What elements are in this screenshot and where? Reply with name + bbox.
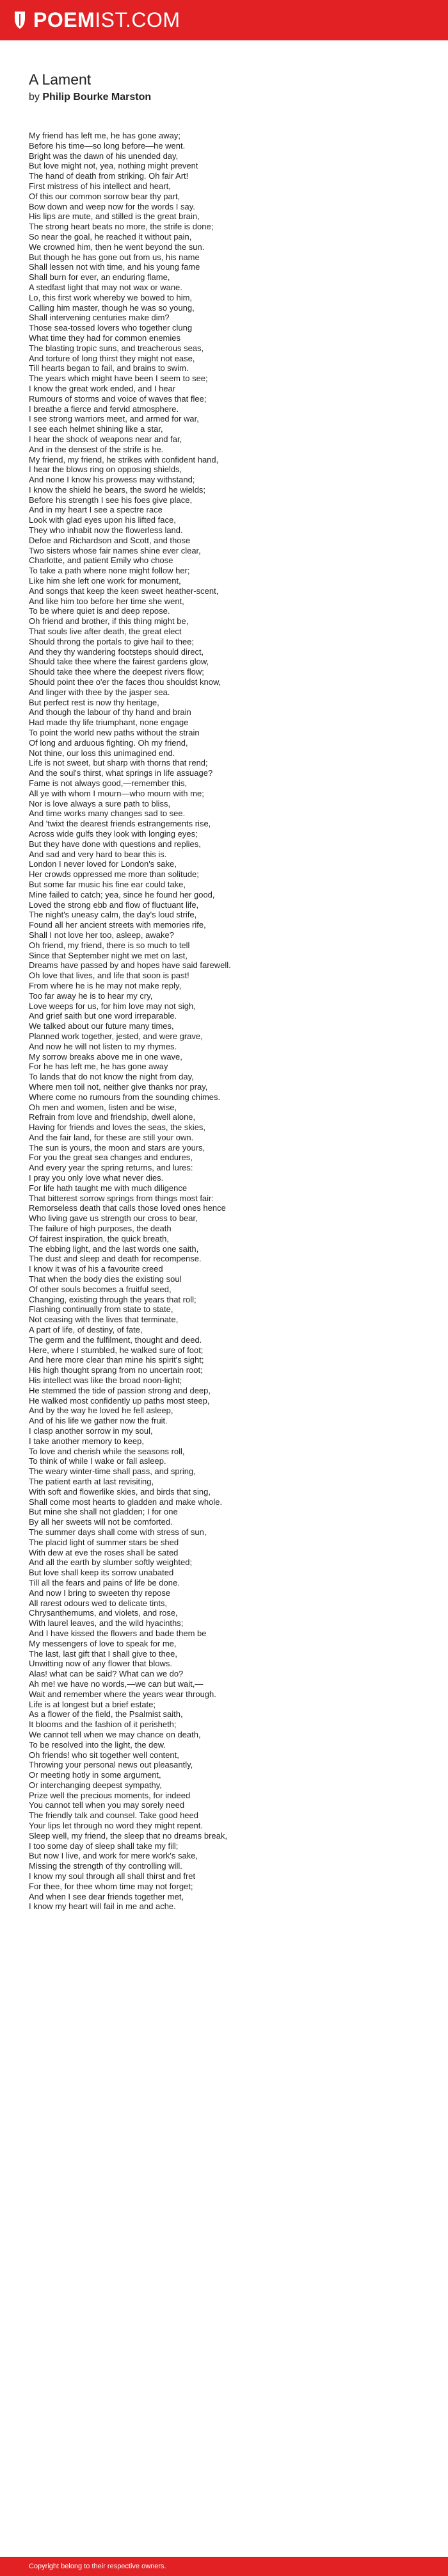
poem-line: And every year the spring returns, and lures: — [29, 1163, 193, 1173]
poem-line: Look with glad eyes upon his lifted face, — [29, 515, 176, 525]
poem-line: The dust and sleep and death for recompense. — [29, 1254, 202, 1264]
poem-line: Calling him master, though he was so young, — [29, 302, 195, 313]
poem-line: Had made thy life triumphant, none engage — [29, 718, 189, 728]
poem-line: I take another memory to keep, — [29, 1436, 144, 1446]
poem-line: Bright was the dawn of his unended day, — [29, 151, 179, 161]
poem-line: And the fair land, for these are still your own. — [29, 1132, 194, 1142]
poem-line: Who living gave us strength our cross to bear, — [29, 1213, 198, 1224]
poem-line: And torture of long thirst they might not ease, — [29, 353, 195, 363]
poem-line: Two sisters whose fair names shine ever clear, — [29, 545, 201, 555]
poem-line: Shall lessen not with time, and his young fame — [29, 262, 200, 272]
poem-line: Sleep well, my friend, the sleep that no dreams break, — [29, 1830, 227, 1841]
poem-line: But love shall keep its sorrow unabated — [29, 1568, 174, 1578]
poem-line: And in the densest of the strife is he. — [29, 444, 164, 454]
author-link[interactable]: Philip Bourke Marston — [42, 92, 152, 103]
poem-line: The ebbing light, and the last words one saith, — [29, 1243, 199, 1254]
poem-line: The friendly talk and counsel. Take good heed — [29, 1810, 198, 1821]
poem-line: Rumours of storms and voice of waves that flee; — [29, 393, 207, 404]
poem-line: London I never loved for London's sake, — [29, 859, 177, 869]
poem-line: And sad and very hard to bear this is. — [29, 849, 167, 859]
poem-line: I pray you only love what never dies. — [29, 1173, 164, 1183]
poem-line: And songs that keep the keen sweet heather-scent, — [29, 586, 219, 596]
poem-line: And by the way he loved he fell asleep, — [29, 1406, 173, 1416]
poem-byline — [29, 91, 426, 104]
poem-line: For he has left me, he has gone away — [29, 1062, 168, 1072]
poem-line: Of this our common sorrow bear thy part, — [29, 191, 180, 201]
poem-line: To be where quiet is and deep repose. — [29, 606, 170, 616]
poem-line: The sun is yours, the moon and stars are yours, — [29, 1142, 205, 1153]
poem-line: And grief saith but one word irreparable. — [29, 1011, 177, 1021]
poem-line: My friend has left me, he has gone away; — [29, 131, 181, 140]
poem-line: His lips are mute, and stilled is the great brain, — [29, 211, 200, 222]
poem-line: I know it was of his a favourite creed — [29, 1264, 163, 1274]
poem-line: Oh friends! who sit together well content, — [29, 1750, 179, 1760]
poem-line: Should point thee o'er the faces thou shouldst know, — [29, 677, 221, 687]
poem-line: The placid light of summer stars be shed — [29, 1537, 179, 1547]
poem-line: The strong heart beats no more, the strife is done; — [29, 222, 214, 232]
poem-line: Missing the strength of thy controlling will. — [29, 1861, 182, 1871]
poem-line: Not ceasing with the lives that terminate, — [29, 1315, 179, 1325]
poem-line: I see strong warriors meet, and armed for war, — [29, 414, 199, 424]
poem-line: The germ and the fulfilment, thought and deed. — [29, 1334, 202, 1345]
poem-article — [29, 70, 426, 1912]
poem-line: Ah me! we have no words,—we can but wait,— — [29, 1678, 204, 1689]
poem-line: Shall burn for ever, an enduring flame, — [29, 272, 170, 283]
poem-line: To point the world new paths without the strain — [29, 728, 200, 738]
poem-line: The blasting tropic suns, and treacherous seas, — [29, 343, 204, 353]
poem-line: And time works many changes sad to see. — [29, 808, 186, 819]
poem-line: Defoe and Richardson and Scott, and those — [29, 535, 191, 545]
poem-line: To lands that do not know the night from day, — [29, 1072, 194, 1082]
poem-line: Found all her ancient streets with memories rife, — [29, 920, 206, 930]
poem-line: But some far music his fine ear could take, — [29, 879, 186, 889]
poem-line: I hear the blows ring on opposing shields, — [29, 464, 182, 475]
poem-line: He stemmed the tide of passion strong and deep, — [29, 1385, 211, 1395]
poem-line: Like him she left one work for monument, — [29, 576, 181, 586]
poem-line: I know the great work ended, and I hear — [29, 383, 176, 393]
poem-line: I breathe a fierce and fervid atmosphere. — [29, 404, 179, 414]
poem-line: Since that September night we met on last, — [29, 950, 188, 960]
poem-line: To love and cherish while the seasons roll, — [29, 1446, 185, 1456]
poem-line: The night's uneasy calm, the day's loud strife, — [29, 910, 197, 920]
poem-line: I hear the shock of weapons near and far, — [29, 434, 182, 444]
poem-line: That when the body dies the existing soul — [29, 1274, 182, 1284]
poem-line: And of his life we gather now the fruit. — [29, 1416, 168, 1426]
poem-line: Of fairest inspiration, the quick breath, — [29, 1233, 169, 1243]
poem-line: We crowned him, then he went beyond the sun. — [29, 242, 205, 252]
poem-line: The patient earth at last revisiting, — [29, 1476, 154, 1486]
poem-line: For you the great sea changes and endures, — [29, 1153, 193, 1163]
poem-line: Dreams have passed by and hopes have said farewell. — [29, 960, 231, 971]
poem-line: I clasp another sorrow in my soul, — [29, 1426, 153, 1436]
poem-line: A stedfast light that may not wax or wane. — [29, 282, 182, 292]
poem-line: Refrain from love and friendship, dwell alone, — [29, 1112, 196, 1122]
poem-line: With soft and flowerlike skies, and birds that sing, — [29, 1486, 211, 1497]
poem-line: And none I know his prowess may withstand; — [29, 475, 195, 485]
poem-line: But love might not, yea, nothing might prevent — [29, 161, 198, 171]
poem-line: Loved the strong ebb and flow of fluctuant life, — [29, 899, 199, 910]
poem-line: Flashing continually from state to state, — [29, 1304, 173, 1315]
poem-line: Should throng the portals to give hail to thee; — [29, 636, 195, 646]
poem-line: And when I see dear friends together met, — [29, 1891, 184, 1901]
poem-line: Across wide gulfs they look with longing eyes; — [29, 828, 198, 839]
poem-line: Love weeps for us, for him love may not sigh, — [29, 1001, 196, 1011]
poem-line: To be resolved into the light, the dew. — [29, 1739, 166, 1750]
poem-line: He walked most confidently up paths most steep, — [29, 1395, 210, 1406]
poem-line: Till hearts began to fail, and brains to swim. — [29, 363, 189, 373]
poem-line: With laurel leaves, and the wild hyacinths; — [29, 1618, 184, 1628]
poem-line: The failure of high purposes, the death — [29, 1224, 172, 1234]
poem-line: But they have done with questions and replies, — [29, 839, 201, 849]
poem-line: What time they had for common enemies — [29, 332, 180, 343]
poem-line: Wait and remember where the years wear through. — [29, 1689, 216, 1699]
poem-line: And though the labour of thy hand and brain — [29, 707, 191, 718]
poem-line: Of long and arduous fighting. Oh my friend, — [29, 737, 188, 748]
poem-line: His intellect was like the broad noon-light; — [29, 1375, 182, 1386]
poem-line: Here, where I stumbled, he walked sure of foot; — [29, 1345, 204, 1355]
poem-line: Lo, this first work whereby we bowed to him, — [29, 292, 193, 302]
poem-line: Nor is love always a sure path to bliss, — [29, 798, 171, 808]
poem-line: I know the shield he bears, the sword he wields; — [29, 484, 206, 495]
poem-line: Prize well the precious moments, for indeed — [29, 1790, 191, 1800]
poem-line: We cannot tell when we may chance on death, — [29, 1729, 201, 1739]
poem-line: Where come no rumours from the sounding chimes. — [29, 1092, 221, 1102]
site-logo-link[interactable] — [13, 8, 180, 32]
poem-line: Not thine, our loss this unimagined end. — [29, 748, 175, 758]
poem-line: First mistress of his intellect and heart, — [29, 181, 171, 191]
poem-line: And in my heart I see a spectre race — [29, 505, 163, 515]
poem-line: Unwitting now of any flower that blows. — [29, 1659, 172, 1669]
poem-line: But though he has gone out from us, his name — [29, 252, 200, 262]
poem-line: I see each helmet shining like a star, — [29, 424, 163, 434]
poem-line: Shall I not love her too, asleep, awake? — [29, 930, 174, 940]
byline-prefix: by — [29, 92, 43, 103]
poem-line: Before his time—so long before—he went. — [29, 140, 186, 151]
quill-pen-icon — [13, 12, 27, 29]
poem-line: I know my heart will fail in me and ache. — [29, 1901, 176, 1912]
poem-line: Planned work together, jested, and were grave, — [29, 1031, 203, 1041]
poem-line: Mine failed to catch; yea, since he found her good, — [29, 889, 215, 899]
poem-line: Oh men and women, listen and be wise, — [29, 1102, 177, 1112]
copyright-text: Copyright belong to their respective owners. — [29, 2563, 166, 2570]
poem-line: As a flower of the field, the Psalmist saith, — [29, 1709, 183, 1719]
poem-line: Remorseless death that calls those loved ones hence — [29, 1203, 226, 1213]
poem-line: The years which might have been I seem to see; — [29, 373, 208, 384]
poem-line: From where he is he may not make reply, — [29, 980, 182, 990]
poem-line: Till all the fears and pains of life be done. — [29, 1577, 180, 1587]
poem-line: Or interchanging deepest sympathy, — [29, 1780, 162, 1790]
poem-line: That souls live after death, the great elect — [29, 627, 182, 637]
poem-line: A part of life, of destiny, of fate, — [29, 1325, 143, 1335]
poem-line: With dew at eve the roses shall be sated — [29, 1547, 179, 1557]
poem-line: And like him too before her time she went, — [29, 596, 184, 606]
poem-line: So near the goal, he reached it without pain, — [29, 231, 192, 242]
poem-line: All rarest odours wed to delicate tints, — [29, 1598, 168, 1608]
poem-line: My sorrow breaks above me in one wave, — [29, 1051, 182, 1062]
poem-line: For thee, for thee whom time may not forget; — [29, 1881, 193, 1891]
poem-line: And all the earth by slumber softly weighted; — [29, 1557, 193, 1568]
poem-line: But mine she shall not gladden; I for one — [29, 1507, 178, 1517]
site-logo-text: POEMIST.COM — [33, 8, 180, 31]
poem-line: My messengers of love to speak for me, — [29, 1638, 177, 1648]
poem-line: For life hath taught me with much diligence — [29, 1183, 188, 1193]
poem-line: Throwing your personal news out pleasantly, — [29, 1760, 193, 1770]
poem-line: Changing, existing through the years that roll; — [29, 1294, 196, 1304]
poem-line: It blooms and the fashion of it perisheth; — [29, 1719, 177, 1730]
poem-line: My friend, my friend, he strikes with confident hand, — [29, 454, 219, 464]
poem-line: Her crowds oppressed me more than solitude; — [29, 869, 199, 880]
poem-line: And they thy wandering footsteps should direct, — [29, 646, 204, 657]
poem-line: I know my soul through all shall thirst and fret — [29, 1871, 196, 1882]
poem-line: And now he will not listen to my rhymes. — [29, 1041, 177, 1051]
poem-line: Chrysanthemums, and violets, and rose, — [29, 1608, 178, 1618]
poem-line: All ye with whom I mourn—who mourn with me; — [29, 788, 204, 798]
poem-line: Before his strength I see his foes give place, — [29, 495, 193, 505]
poem-line: Charlotte, and patient Emily who chose — [29, 555, 173, 566]
poem-line: Shall come most hearts to gladden and make whole. — [29, 1497, 223, 1507]
poem-line: And I have kissed the flowers and bade them be — [29, 1628, 207, 1638]
poem-line: To take a path where none might follow her; — [29, 566, 190, 576]
poem-line: They who inhabit now the flowerless land. — [29, 525, 183, 536]
poem-line: The hand of death from striking. Oh fair Art! — [29, 171, 189, 181]
poem-line: By all her sweets will not be comforted. — [29, 1517, 173, 1527]
poem-line: The summer days shall come with stress of sun, — [29, 1527, 207, 1537]
poem-line: The weary winter-time shall pass, and spring, — [29, 1466, 196, 1477]
poem-line: Too far away he is to hear my cry, — [29, 990, 153, 1001]
poem-line: Those sea-tossed lovers who together clung — [29, 323, 193, 333]
poem-line: Having for friends and loves the seas, the skies, — [29, 1122, 206, 1133]
poem-line: Bow down and weep now for the words I say. — [29, 201, 195, 211]
poem-line: Your lips let through no word they might repent. — [29, 1821, 203, 1831]
poem-line: His high thought sprang from no uncertain root; — [29, 1365, 203, 1375]
poem-line: Should take thee where the deepest rivers flow; — [29, 667, 204, 677]
poem-line: And linger with thee by the jasper sea. — [29, 687, 170, 697]
poem-line: Oh friend and brother, if this thing might be, — [29, 616, 189, 627]
poem-line: That bitterest sorrow springs from things most fair: — [29, 1193, 214, 1203]
poem-line: Oh friend, my friend, there is so much to tell — [29, 940, 190, 950]
site-header — [0, 0, 448, 40]
poem-line: And 'twixt the dearest friends estrangements rise, — [29, 819, 211, 829]
poem-line: Oh love that lives, and life that soon is past! — [29, 971, 189, 981]
poem-line: Shall intervening centuries make dim? — [29, 313, 170, 323]
poem-line: Of other souls becomes a fruitful seed, — [29, 1284, 172, 1294]
poem-line: You cannot tell when you may sorely need — [29, 1800, 185, 1810]
poem-line: To think of while I wake or fall asleep. — [29, 1456, 166, 1466]
poem-line: And now I bring to sweeten thy repose — [29, 1587, 171, 1598]
poem-line: But now I live, and work for mere work's sake, — [29, 1851, 198, 1861]
poem-line: And here more clear than mine his spirit's sight; — [29, 1355, 204, 1365]
poem-line: Life is at longest but a brief estate; — [29, 1699, 156, 1709]
poem-line: The last, last gift that I shall give to thee, — [29, 1648, 177, 1659]
poem-line: Or meeting hotly in some argument, — [29, 1770, 161, 1780]
poem-line: Should take thee where the fairest gardens glow, — [29, 657, 209, 667]
poem-line: Life is not sweet, but sharp with thorns that rend; — [29, 758, 208, 768]
poem-line: But perfect rest is now thy heritage, — [29, 697, 159, 707]
poem-title: A Lament — [29, 71, 92, 88]
site-footer — [0, 2557, 448, 2576]
poem-line: Where men toil not, neither give thanks nor pray, — [29, 1081, 208, 1092]
poem-line: We talked about our future many times, — [29, 1021, 174, 1031]
poem-line: Alas! what can be said? What can we do? — [29, 1669, 184, 1679]
poem-body — [29, 131, 426, 1912]
poem-line: And the soul's thirst, what springs in life assuage? — [29, 768, 213, 778]
poem-line: I too some day of sleep shall take my fill; — [29, 1841, 179, 1851]
poem-line: Fame is not always good,—remember this, — [29, 778, 188, 788]
